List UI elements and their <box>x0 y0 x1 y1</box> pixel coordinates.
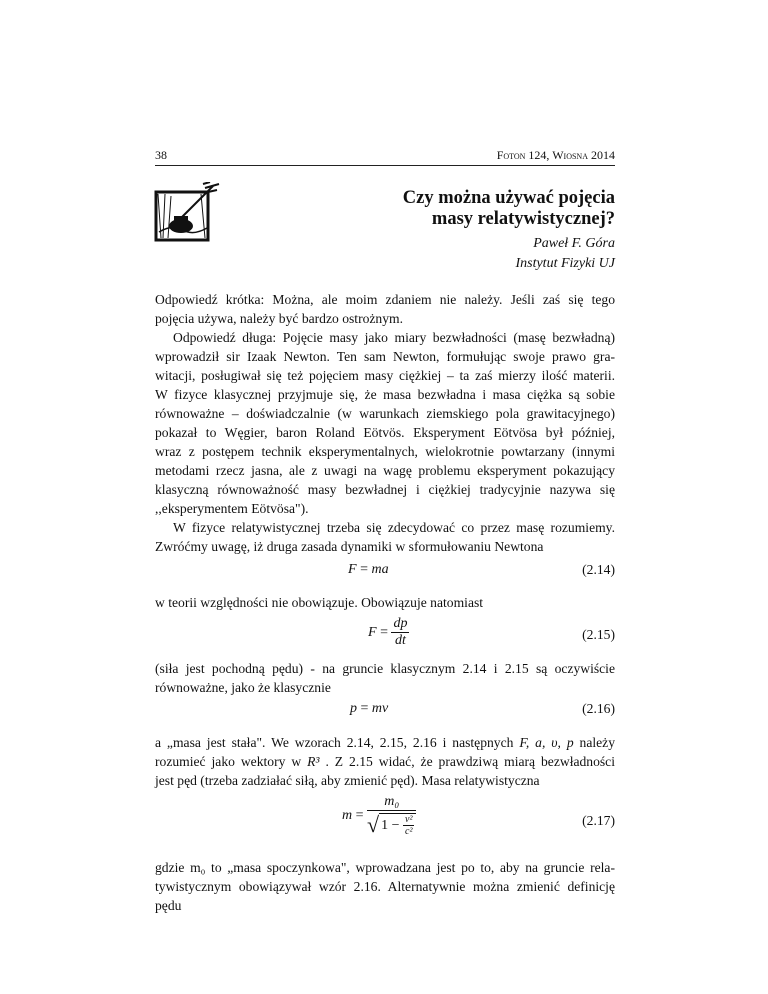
author-name: Paweł F. Góra <box>533 236 615 251</box>
equation-2-14: F = ma <box>348 562 389 577</box>
paragraph-short-answer: Odpowiedź krótka: Można, ale moim zdaniem nie należy. Jeśli zaś się tego pojęcia używa, należy być bardzo ostrożnym. <box>155 292 615 326</box>
equation-2-16: p = mv <box>350 701 389 716</box>
header-rule <box>155 165 615 166</box>
page-number: 38 <box>155 148 167 162</box>
paragraph-derivative: (siła jest pochodną pędu) - na gruncie klasycznym 2.14 i 2.15 są oczywiście równoważne, jako że klasycznie <box>155 661 615 695</box>
paragraph-relativistic: W fizyce relatywistycznej trzeba się zdecydować co przez masę rozumiemy. Zwróćmy uwagę, iż druga zasada dynamiki w sformułowaniu Newtona <box>155 520 615 554</box>
paragraph-long-answer: Odpowiedź długa: Pojęcie masy jako miary bezwładności (masę bezwładną) wprowadził sir Izaak Newton. Ten sam Newton, formułując swoje prawo gra- witacji, posługiwał się też pojęciem masy ciężkiej – ta zaś mierzy ilość materii. W fizyce klasycznej przyjmuje się, że masa bezwładna i masa ciężka są sobie równoważne – doświadczalnie (w warunkach ziemskiego pola grawitacyjnego) pokazał to Węgier, baron Roland Eötvös. Eksperyment Eötvösa był później, wraz z postępem technik eksperymentalnych, wielokrotnie powtarzany (innymi metodami rzecz jasna, ale z uwagi na wagę problemu eksperyment pokazujący klasyczną równoważność masy bezwładnej i ciężkiej tradycyjnie nazywa się ,,eksperymentem Eötvösa"). <box>155 330 615 516</box>
author-affiliation: Instytut Fizyki UJ <box>515 256 615 271</box>
equation-number-2-16: (2.16) <box>582 701 615 716</box>
equation-2-15: F = $\frac{dp}{dt}$ <box>368 616 408 648</box>
journal-header: Foton 124, Wiosna 2014 <box>496 148 615 162</box>
equation-2-17: m = m₀ √ 1 − $\frac{\text{v²}}{\text{c²}}$ <box>342 794 416 837</box>
quill-inkwell-icon <box>153 182 221 242</box>
paragraph-vectors: a „masa jest stała". We wzorach 2.14, 2.15, 2.16 i następnych F, a, υ, p należy rozumieć jako wektory w R³ . Z 2.15 widać, że prawdziwą miarą bezwładności jest pęd (trzeba zadziałać siłą, aby zmienić pęd). Masa relatywistyczna <box>155 735 615 788</box>
equation-number-2-15: (2.15) <box>582 627 615 642</box>
equation-number-2-17: (2.17) <box>582 813 615 828</box>
article-title-line2: masy relatywistycznej? <box>431 209 615 229</box>
paragraph-rest-mass: gdzie m₀ to „masa spoczynkowa", wprowadzana jest po to, aby na gruncie rela- tywistycznym obowiązywał wzór 2.16. Alternatywnie można zmienić definicję pędu <box>155 860 615 913</box>
paragraph-not-valid: w teorii względności nie obowiązuje. Obowiązuje natomiast <box>155 595 484 610</box>
equation-number-2-14: (2.14) <box>582 562 615 577</box>
article-title-line1: Czy można używać pojęcia <box>402 188 615 208</box>
